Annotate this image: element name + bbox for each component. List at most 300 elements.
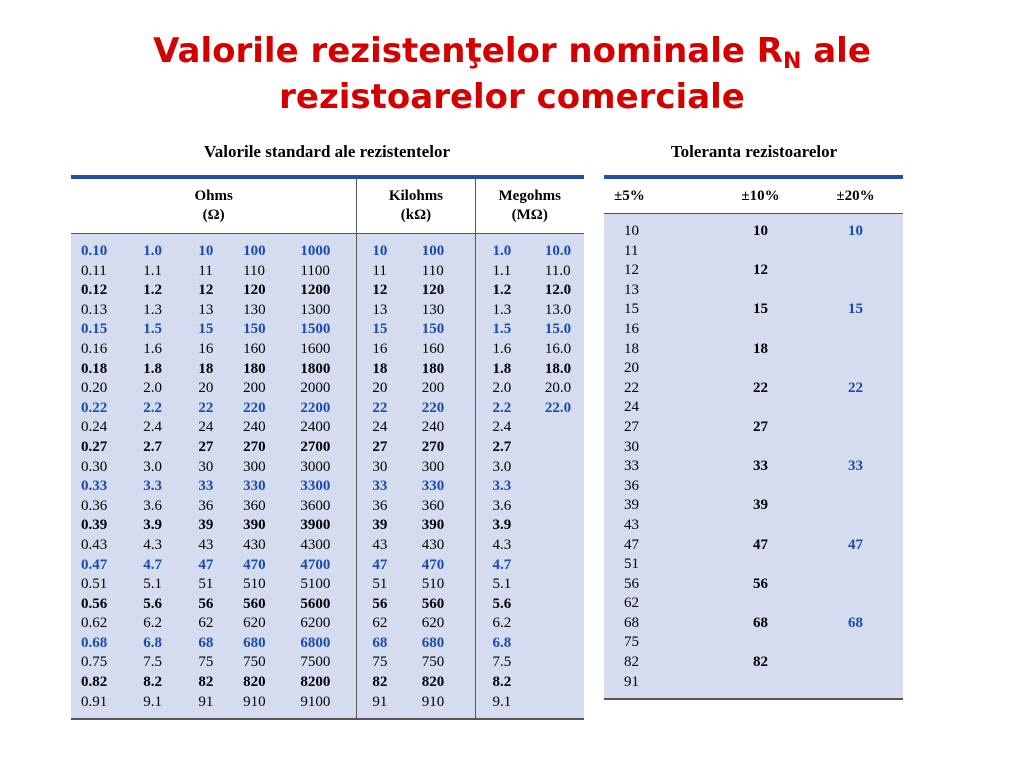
padding-row xyxy=(71,712,584,719)
table-cell xyxy=(545,477,584,497)
table-row xyxy=(604,633,903,653)
table-cell: 1.0 xyxy=(475,242,545,262)
table-row xyxy=(604,398,903,418)
table-cell: 18.0 xyxy=(545,360,584,380)
table-cell: 3.6 xyxy=(475,497,545,517)
table-cell: 47 xyxy=(808,536,903,556)
table-cell: 180 xyxy=(422,360,475,380)
table-cell: 3.9 xyxy=(475,516,545,536)
table-cell: 2.7 xyxy=(475,438,545,458)
table-row xyxy=(604,457,903,477)
table-cell: 3900 xyxy=(300,516,356,536)
table-cell xyxy=(545,438,584,458)
table-cell: 18 xyxy=(198,360,243,380)
table-cell: 0.36 xyxy=(71,497,143,517)
table-cell: 2200 xyxy=(300,399,356,419)
table-cell: 0.30 xyxy=(71,458,143,478)
standard-values-table xyxy=(71,175,584,720)
kilohms-header xyxy=(357,177,475,234)
table-cell: 18 xyxy=(713,340,808,360)
table-cell: 12 xyxy=(604,261,713,281)
table-cell: 330 xyxy=(422,477,475,497)
table-cell: 0.75 xyxy=(71,653,143,673)
table-cell: 110 xyxy=(243,262,300,282)
table-cell: 91 xyxy=(198,693,243,713)
table-cell xyxy=(808,477,903,497)
table-cell xyxy=(713,242,808,262)
table-cell: 1.8 xyxy=(475,360,545,380)
table-cell: 10 xyxy=(357,242,422,262)
table-cell: 39 xyxy=(198,516,243,536)
table-cell: 360 xyxy=(422,497,475,517)
table-cell xyxy=(808,555,903,575)
table-cell: 15 xyxy=(357,320,422,340)
table-cell: 33 xyxy=(713,457,808,477)
tolerance-5-header: ±5% xyxy=(604,177,713,214)
table-cell: 470 xyxy=(422,556,475,576)
table-cell xyxy=(808,398,903,418)
table-row xyxy=(604,261,903,281)
table-cell: 10 xyxy=(604,222,713,242)
table-cell: 33 xyxy=(357,477,422,497)
table-cell: 5.1 xyxy=(143,575,198,595)
table-row xyxy=(71,320,584,340)
megohms-header xyxy=(475,177,584,234)
table-cell: 1200 xyxy=(300,281,356,301)
table-cell: 13 xyxy=(604,281,713,301)
table-cell xyxy=(545,693,584,713)
table-cell: 11 xyxy=(198,262,243,282)
table-cell xyxy=(545,653,584,673)
table-cell: 12.0 xyxy=(545,281,584,301)
table-cell: 2000 xyxy=(300,379,356,399)
table-cell: 120 xyxy=(422,281,475,301)
table-cell: 8.2 xyxy=(143,673,198,693)
table-cell: 36 xyxy=(198,497,243,517)
table-cell: 560 xyxy=(422,595,475,615)
table-cell: 1.5 xyxy=(143,320,198,340)
table-cell: 270 xyxy=(243,438,300,458)
table-cell: 510 xyxy=(422,575,475,595)
table-cell: 1300 xyxy=(300,301,356,321)
table-cell: 200 xyxy=(422,379,475,399)
table-row xyxy=(604,653,903,673)
table-cell: 510 xyxy=(243,575,300,595)
table-cell: 150 xyxy=(243,320,300,340)
table-cell: 680 xyxy=(243,634,300,654)
table-cell: 1500 xyxy=(300,320,356,340)
table-cell: 9100 xyxy=(300,693,356,713)
table-cell: 0.12 xyxy=(71,281,143,301)
table-cell: 240 xyxy=(243,418,300,438)
table-cell: 0.24 xyxy=(71,418,143,438)
table-cell: 24 xyxy=(604,398,713,418)
table-cell: 15.0 xyxy=(545,320,584,340)
table-cell: 20 xyxy=(198,379,243,399)
table-cell: 75 xyxy=(357,653,422,673)
table-cell: 36 xyxy=(357,497,422,517)
table-cell: 12 xyxy=(713,261,808,281)
tolerance-10-header: ±10% xyxy=(713,177,808,214)
table-row xyxy=(71,418,584,438)
table-row xyxy=(604,496,903,516)
table-cell: 180 xyxy=(243,360,300,380)
table-cell: 22 xyxy=(357,399,422,419)
title-line2: rezistoarelor comerciale xyxy=(279,77,745,117)
table-cell: 620 xyxy=(243,614,300,634)
table-cell: 120 xyxy=(243,281,300,301)
table-cell: 0.68 xyxy=(71,634,143,654)
table-cell: 2.2 xyxy=(475,399,545,419)
table-row xyxy=(604,673,903,693)
table-cell: 0.13 xyxy=(71,301,143,321)
table-row xyxy=(71,497,584,517)
table-cell: 1.6 xyxy=(475,340,545,360)
tolerance-body xyxy=(604,214,903,700)
table-cell: 18 xyxy=(357,360,422,380)
table-cell: 39 xyxy=(604,496,713,516)
table-cell: 62 xyxy=(357,614,422,634)
table-row xyxy=(604,379,903,399)
table-cell xyxy=(808,516,903,536)
table-cell: 68 xyxy=(808,614,903,634)
table-row xyxy=(604,242,903,262)
table-cell: 1000 xyxy=(300,242,356,262)
table-cell: 360 xyxy=(243,497,300,517)
table-cell: 130 xyxy=(422,301,475,321)
table-row xyxy=(71,634,584,654)
tolerance-header-row xyxy=(604,177,903,214)
table-cell xyxy=(808,575,903,595)
table-cell: 43 xyxy=(604,516,713,536)
table-cell: 68 xyxy=(604,614,713,634)
table-cell: 27 xyxy=(604,418,713,438)
table-cell: 4.7 xyxy=(475,556,545,576)
table-cell xyxy=(713,281,808,301)
table-row xyxy=(71,575,584,595)
table-cell xyxy=(808,673,903,693)
table-cell: 68 xyxy=(713,614,808,634)
table-cell xyxy=(713,673,808,693)
table-cell: 0.15 xyxy=(71,320,143,340)
table-cell: 22 xyxy=(604,379,713,399)
title-line1-post: ale xyxy=(801,31,871,71)
table-cell: 56 xyxy=(604,575,713,595)
table-cell: 20.0 xyxy=(545,379,584,399)
table-cell: 2.4 xyxy=(475,418,545,438)
table-cell: 51 xyxy=(357,575,422,595)
table-cell xyxy=(713,477,808,497)
table-row xyxy=(71,262,584,282)
table-cell xyxy=(545,673,584,693)
table-cell: 15 xyxy=(198,320,243,340)
table-cell: 820 xyxy=(422,673,475,693)
table-cell: 56 xyxy=(198,595,243,615)
table-cell: 2700 xyxy=(300,438,356,458)
table-cell xyxy=(545,595,584,615)
table-cell: 13 xyxy=(198,301,243,321)
table-row xyxy=(71,458,584,478)
table-cell: 1.8 xyxy=(143,360,198,380)
table-cell: 6800 xyxy=(300,634,356,654)
ohms-header-unit: (Ω) xyxy=(202,207,225,223)
table-cell: 750 xyxy=(243,653,300,673)
table-cell xyxy=(713,633,808,653)
table-cell: 47 xyxy=(198,556,243,576)
table-cell: 0.18 xyxy=(71,360,143,380)
table-cell: 390 xyxy=(422,516,475,536)
table-cell: 910 xyxy=(422,693,475,713)
table-row xyxy=(71,595,584,615)
table-cell: 1.2 xyxy=(143,281,198,301)
ohms-header xyxy=(71,177,357,234)
table-cell xyxy=(808,496,903,516)
table-cell: 2.2 xyxy=(143,399,198,419)
table-row xyxy=(71,614,584,634)
table-cell: 75 xyxy=(604,633,713,653)
table-cell: 16.0 xyxy=(545,340,584,360)
tolerance-20-header: ±20% xyxy=(808,177,903,214)
table-cell: 1600 xyxy=(300,340,356,360)
table-cell xyxy=(545,614,584,634)
table-cell: 82 xyxy=(604,653,713,673)
table-cell: 8.2 xyxy=(475,673,545,693)
table-row xyxy=(604,320,903,340)
table-cell: 12 xyxy=(357,281,422,301)
table-row xyxy=(71,556,584,576)
table-cell: 2400 xyxy=(300,418,356,438)
table-cell xyxy=(545,634,584,654)
table-cell: 3.9 xyxy=(143,516,198,536)
table-cell: 0.51 xyxy=(71,575,143,595)
table-cell xyxy=(545,575,584,595)
table-cell: 2.0 xyxy=(143,379,198,399)
table-cell: 7500 xyxy=(300,653,356,673)
table-cell: 10 xyxy=(198,242,243,262)
slide-title xyxy=(0,28,1024,120)
table-cell: 620 xyxy=(422,614,475,634)
table-cell: 20 xyxy=(604,359,713,379)
standard-values-body xyxy=(71,234,584,720)
table-cell: 1.6 xyxy=(143,340,198,360)
table-row xyxy=(604,594,903,614)
table-cell xyxy=(713,398,808,418)
table-cell: 22 xyxy=(713,379,808,399)
table-cell xyxy=(713,320,808,340)
table-cell: 39 xyxy=(713,496,808,516)
table-cell: 22 xyxy=(808,379,903,399)
table-row xyxy=(71,673,584,693)
table-cell: 9.1 xyxy=(143,693,198,713)
table-cell: 5.6 xyxy=(143,595,198,615)
table-row xyxy=(71,379,584,399)
table-row xyxy=(71,301,584,321)
kilohms-header-unit: (kΩ) xyxy=(400,207,432,223)
table-row xyxy=(71,477,584,497)
table-cell: 560 xyxy=(243,595,300,615)
table-cell: 200 xyxy=(243,379,300,399)
table-cell: 5600 xyxy=(300,595,356,615)
table-cell: 220 xyxy=(243,399,300,419)
table-cell: 1.1 xyxy=(143,262,198,282)
table-cell: 7.5 xyxy=(143,653,198,673)
table-cell: 43 xyxy=(357,536,422,556)
table-cell xyxy=(545,418,584,438)
table-cell: 2.4 xyxy=(143,418,198,438)
table-row xyxy=(604,516,903,536)
table-row xyxy=(71,360,584,380)
table-cell: 0.47 xyxy=(71,556,143,576)
table-cell: 3300 xyxy=(300,477,356,497)
table-cell: 300 xyxy=(422,458,475,478)
table-cell xyxy=(808,340,903,360)
table-cell: 3.6 xyxy=(143,497,198,517)
table-cell xyxy=(808,281,903,301)
table-cell: 0.27 xyxy=(71,438,143,458)
table-cell: 820 xyxy=(243,673,300,693)
table-cell: 470 xyxy=(243,556,300,576)
table-cell: 82 xyxy=(357,673,422,693)
table-cell: 16 xyxy=(198,340,243,360)
table-row xyxy=(604,438,903,458)
table-cell xyxy=(808,438,903,458)
table-cell xyxy=(808,418,903,438)
table-cell: 130 xyxy=(243,301,300,321)
table-cell: 330 xyxy=(243,477,300,497)
megohms-header-label: Megohms xyxy=(498,188,561,204)
table-cell: 6.2 xyxy=(143,614,198,634)
table-cell: 4.3 xyxy=(475,536,545,556)
table-row xyxy=(604,555,903,575)
table-cell: 27 xyxy=(713,418,808,438)
table-cell: 51 xyxy=(604,555,713,575)
table-cell: 5.1 xyxy=(475,575,545,595)
table-cell: 0.16 xyxy=(71,340,143,360)
table-row xyxy=(71,516,584,536)
table-cell: 7.5 xyxy=(475,653,545,673)
table-cell xyxy=(713,594,808,614)
table-cell: 56 xyxy=(357,595,422,615)
table-cell: 24 xyxy=(357,418,422,438)
table-cell xyxy=(808,242,903,262)
table-cell: 0.56 xyxy=(71,595,143,615)
table-cell xyxy=(713,438,808,458)
table-cell: 33 xyxy=(808,457,903,477)
table-cell xyxy=(545,497,584,517)
table-cell: 160 xyxy=(243,340,300,360)
padding-row xyxy=(604,214,903,223)
table-cell: 8200 xyxy=(300,673,356,693)
table-cell: 3600 xyxy=(300,497,356,517)
table-cell xyxy=(808,594,903,614)
table-cell: 10.0 xyxy=(545,242,584,262)
table-cell: 68 xyxy=(357,634,422,654)
table-cell: 1800 xyxy=(300,360,356,380)
table-cell: 13 xyxy=(357,301,422,321)
table-cell: 47 xyxy=(357,556,422,576)
table-row xyxy=(604,536,903,556)
table-cell xyxy=(808,320,903,340)
table-row xyxy=(604,575,903,595)
table-cell: 15 xyxy=(604,300,713,320)
table-row xyxy=(71,340,584,360)
table-cell: 3.3 xyxy=(475,477,545,497)
table-cell: 82 xyxy=(198,673,243,693)
table-cell: 30 xyxy=(604,438,713,458)
table-cell xyxy=(808,633,903,653)
table-cell xyxy=(808,359,903,379)
table-cell: 4.3 xyxy=(143,536,198,556)
table-cell: 0.39 xyxy=(71,516,143,536)
standard-values-header-row xyxy=(71,177,584,234)
table-cell: 30 xyxy=(198,458,243,478)
table-cell: 3.0 xyxy=(475,458,545,478)
table-cell xyxy=(713,359,808,379)
table-cell: 1.2 xyxy=(475,281,545,301)
table-cell: 12 xyxy=(198,281,243,301)
table-cell: 0.33 xyxy=(71,477,143,497)
table-cell: 6.2 xyxy=(475,614,545,634)
table-row xyxy=(71,399,584,419)
table-cell: 3.3 xyxy=(143,477,198,497)
table-cell: 6.8 xyxy=(475,634,545,654)
table-cell: 5100 xyxy=(300,575,356,595)
megohms-header-unit: (MΩ) xyxy=(511,207,548,223)
ohms-header-label: Ohms xyxy=(194,188,233,204)
table-cell: 910 xyxy=(243,693,300,713)
table-cell: 4.7 xyxy=(143,556,198,576)
table-row xyxy=(71,281,584,301)
table-cell xyxy=(545,536,584,556)
table-cell: 43 xyxy=(198,536,243,556)
table-cell: 430 xyxy=(243,536,300,556)
table-cell: 160 xyxy=(422,340,475,360)
table-cell: 1.3 xyxy=(475,301,545,321)
table-cell: 47 xyxy=(713,536,808,556)
table-row xyxy=(604,418,903,438)
table-cell xyxy=(713,516,808,536)
table-row xyxy=(604,614,903,634)
table-cell xyxy=(808,653,903,673)
tolerance-caption: Toleranta rezistoarelor xyxy=(670,142,838,161)
table-cell: 16 xyxy=(604,320,713,340)
table-cell: 10 xyxy=(713,222,808,242)
table-cell: 1100 xyxy=(300,262,356,282)
table-row xyxy=(71,653,584,673)
table-cell: 1.3 xyxy=(143,301,198,321)
table-cell: 0.43 xyxy=(71,536,143,556)
table-cell: 62 xyxy=(604,594,713,614)
table-cell: 0.91 xyxy=(71,693,143,713)
table-cell: 22 xyxy=(198,399,243,419)
table-cell xyxy=(545,556,584,576)
table-cell: 5.6 xyxy=(475,595,545,615)
table-cell: 3.0 xyxy=(143,458,198,478)
table-cell: 270 xyxy=(422,438,475,458)
table-cell: 30 xyxy=(357,458,422,478)
table-cell: 1.5 xyxy=(475,320,545,340)
padding-row xyxy=(604,692,903,699)
table-cell: 75 xyxy=(198,653,243,673)
table-cell: 4700 xyxy=(300,556,356,576)
table-cell: 430 xyxy=(422,536,475,556)
table-cell xyxy=(545,458,584,478)
table-cell: 82 xyxy=(713,653,808,673)
table-cell: 0.11 xyxy=(71,262,143,282)
table-cell xyxy=(713,555,808,575)
table-cell: 15 xyxy=(808,300,903,320)
title-line1-pre: Valorile rezistenţelor nominale R xyxy=(153,31,783,71)
